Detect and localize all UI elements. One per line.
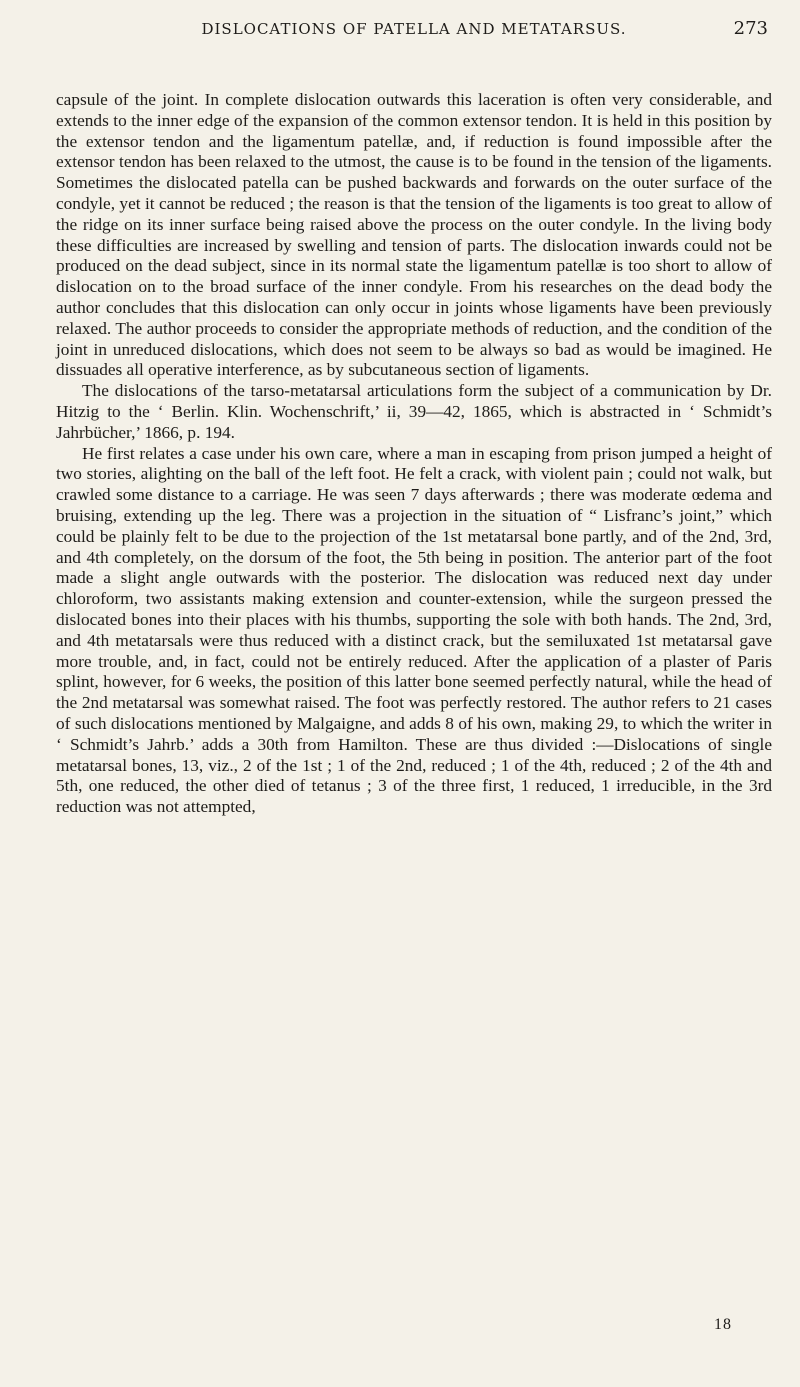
- book-page: [56, 18, 772, 1368]
- paragraph-tarso-metatarsal-intro: The dislocations of the tarso-metatarsal articulations form the subject of a communication by Dr. Hitzig to the ‘ Berlin. Klin. Wochenschrift,’ ii, 39—42, 1865, which is abstracted in ‘ Schmidt’s Jahrbücher,’ 1866, p. 194.: [56, 381, 772, 442]
- page-number: 273: [733, 18, 768, 39]
- running-head: [56, 18, 772, 50]
- printer-signature-mark: 18: [714, 1316, 732, 1333]
- paragraph-patella-continued: capsule of the joint. In complete dislocation outwards this laceration is often very considerable, and extends to the inner edge of the expansion of the common extensor tendon. It is held in this position by the extensor tendon and the ligamentum patellæ, and, if reduction is found impossible after the extensor tendon has been relaxed to the utmost, the cause is to be found in the tension of the ligaments. Sometimes the dislocated patella can be pushed backwards and forwards on the outer surface of the condyle, yet it cannot be reduced ; the reason is that the tension of the ligaments is too great to allow of the ridge on its inner surface being raised above the process on the outer condyle. In the living body these difficulties are increased by swelling and tension of parts. The dislocation inwards could not be produced on the dead subject, since in its normal state the ligamentum patellæ is too short to allow of dislocation on to the broad surface of the inner condyle. From his researches on the dead body the author concludes that this dislocation can only occur in joints whose ligaments have been previously relaxed. The author proceeds to consider the appropriate methods of reduction, and the condition of the joint in unreduced dislocations, which does not seem to be always so bad as would be imagined. He dissuades all operative interference, as by subcutaneous section of ligaments.: [56, 90, 772, 380]
- paragraph-case-report: He first relates a case under his own care, where a man in escaping from prison jumped a height of two stories, alighting on the ball of the left foot. He felt a crack, with violent pain ; could not walk, but crawled some distance to a carriage. He was seen 7 days afterwards ; there was moderate œdema and bruising, extending up the leg. There was a projection in the situation of “ Lisfranc’s joint,” which could be plainly felt to be due to the projection of the 1st metatarsal bone partly, and of the 2nd, 3rd, and 4th completely, on the dorsum of the foot, the 5th being in position. The anterior part of the foot made a slight angle outwards with the posterior. The dislocation was reduced next day under chloroform, two assistants making extension and counter-extension, while the surgeon pressed the dislocated bones into their places with his thumbs, supporting the sole with both hands. The 2nd, 3rd, and 4th metatarsals were thus reduced with a distinct crack, but the semiluxated 1st metatarsal gave more trouble, and, in fact, could not be entirely reduced. After the application of a plaster of Paris splint, however, for 6 weeks, the position of this latter bone seemed perfectly natural, while the head of the 2nd metatarsal was somewhat raised. The foot was perfectly restored. The author refers to 21 cases of such dislocations mentioned by Malgaigne, and adds 8 of his own, making 29, to which the writer in ‘ Schmidt’s Jahrb.’ adds a 30th from Hamilton. These are thus divided :—Dislocations of single metatarsal bones, 13, viz., 2 of the 1st ; 1 of the 2nd, reduced ; 1 of the 4th, reduced ; 2 of the 4th and 5th, one reduced, the other died of tetanus ; 3 of the three first, 1 reduced, 1 irreducible, in the 3rd reduction was not attempted,: [56, 443, 772, 817]
- body-text: [56, 90, 772, 818]
- running-head-title: DISLOCATIONS OF PATELLA AND METATARSUS.: [201, 20, 627, 38]
